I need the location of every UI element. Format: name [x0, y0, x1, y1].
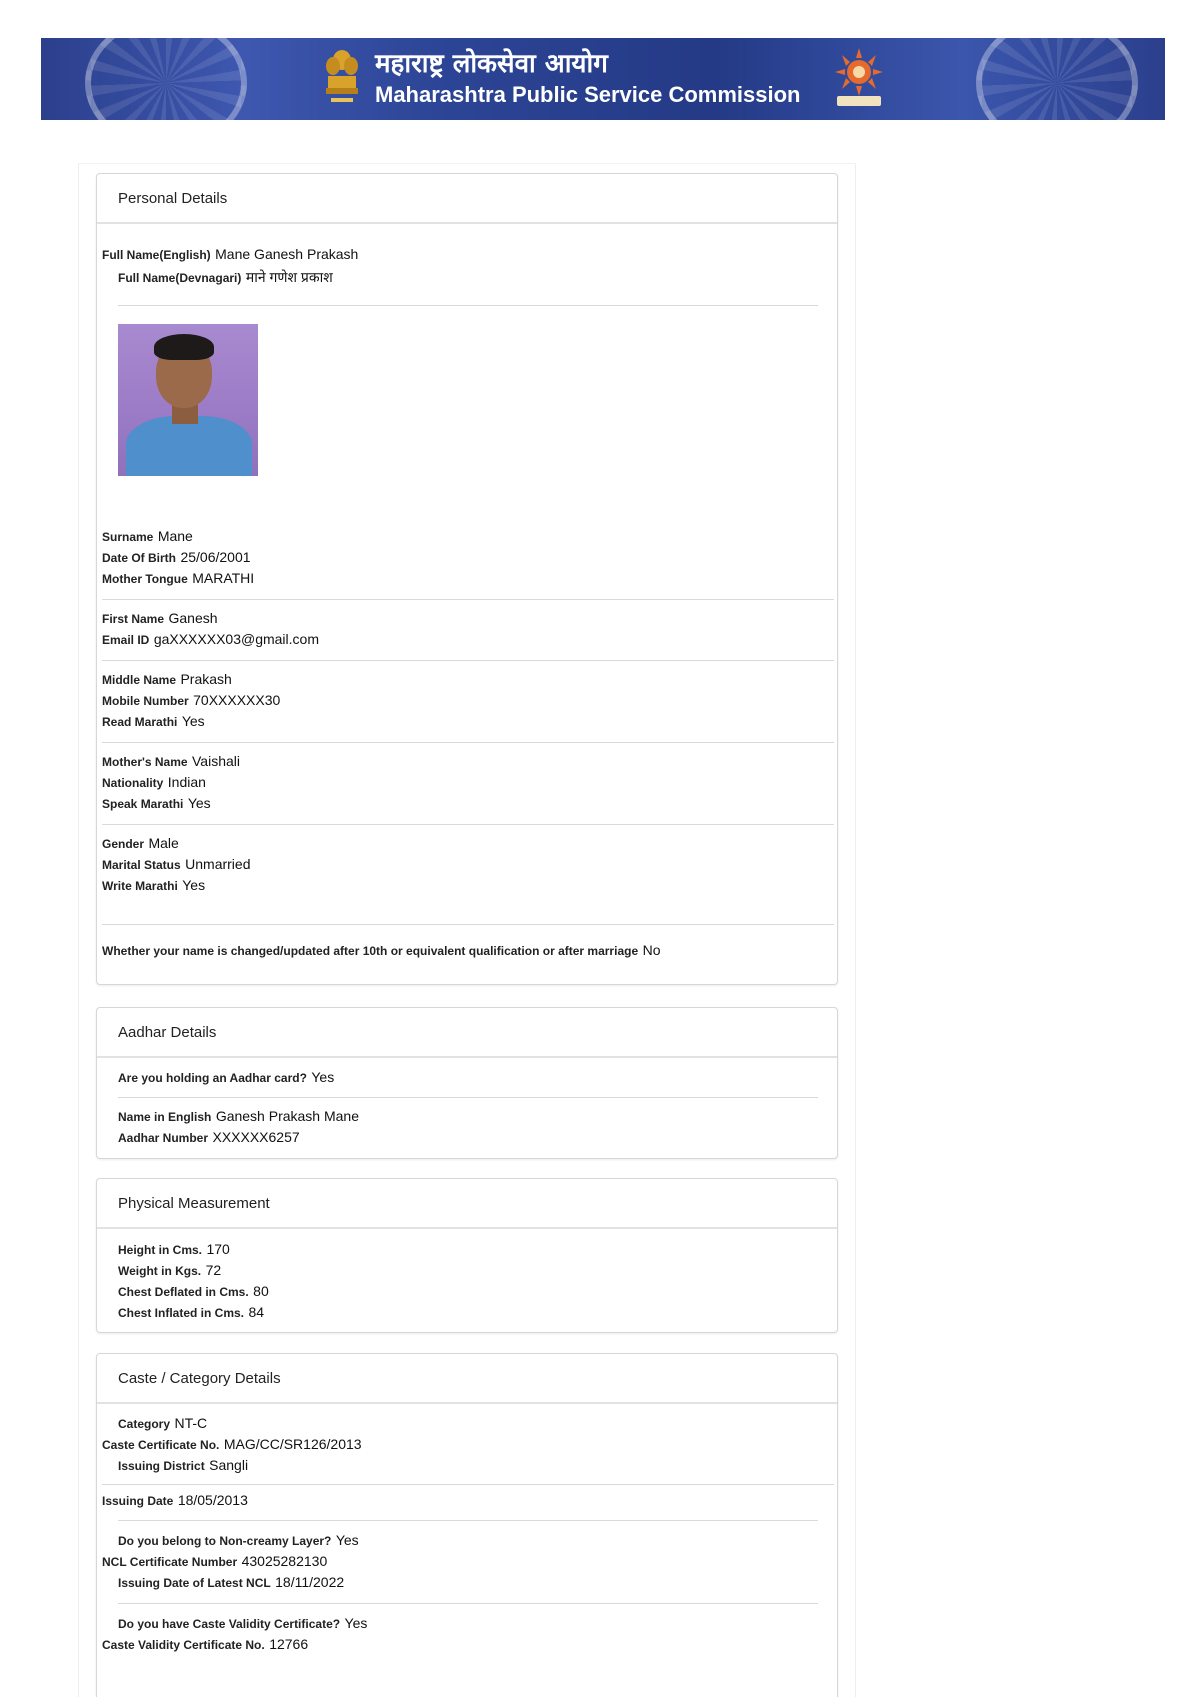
field-label: Do you belong to Non-creamy Layer?	[118, 1534, 332, 1548]
decorative-ring-right	[976, 38, 1138, 120]
mother-tongue-row	[102, 570, 254, 588]
divider	[118, 305, 818, 306]
nationality-row	[102, 774, 206, 792]
field-label: Caste Validity Certificate No.	[102, 1638, 265, 1652]
field-value: 25/06/2001	[180, 549, 251, 565]
field-label: Write Marathi	[102, 879, 178, 893]
write-marathi-row	[102, 877, 205, 895]
field-label: Category	[118, 1417, 171, 1431]
field-value: NT-C	[174, 1415, 208, 1431]
field-value: Prakash	[180, 671, 232, 687]
field-value: No	[642, 942, 661, 958]
field-label: Middle Name	[102, 673, 177, 687]
surname-row	[102, 528, 193, 546]
panel-heading: Aadhar Details	[97, 1008, 837, 1058]
photo-hair	[154, 334, 214, 360]
field-value: 170	[206, 1241, 230, 1257]
field-label: Aadhar Number	[118, 1131, 209, 1145]
height-row	[118, 1241, 230, 1259]
validity-number-row	[102, 1636, 308, 1654]
weight-row	[118, 1262, 221, 1280]
divider	[118, 1603, 818, 1604]
field-value: MARATHI	[192, 570, 255, 586]
field-value: 72	[205, 1262, 222, 1278]
field-label: Speak Marathi	[102, 797, 184, 811]
field-value: Vaishali	[192, 753, 240, 769]
field-value: Ganesh	[168, 610, 218, 626]
field-label: Whether your name is changed/updated after 10th or equivalent qualification or after marriage	[102, 944, 639, 958]
gender-row	[102, 835, 179, 853]
category-row	[118, 1415, 207, 1433]
field-value: 18/05/2013	[177, 1492, 248, 1508]
marital-status-row	[102, 856, 251, 874]
caste-certificate-row	[102, 1436, 362, 1454]
field-value: Yes	[335, 1532, 359, 1548]
field-label: Full Name(Devnagari)	[118, 271, 242, 285]
name-changed-row	[102, 942, 660, 960]
field-label: Caste Certificate No.	[102, 1438, 220, 1452]
full-name-devnagari-row	[118, 268, 333, 287]
validity-row	[118, 1615, 367, 1633]
photo-shirt	[126, 416, 252, 476]
field-value: Mane Ganesh Prakash	[215, 246, 359, 262]
caste-category-panel	[96, 1353, 838, 1697]
field-label: Mother's Name	[102, 755, 188, 769]
aadhar-number-row	[118, 1129, 300, 1147]
divider	[118, 1097, 818, 1098]
field-label: Name in English	[118, 1110, 212, 1124]
ncl-number-row	[102, 1553, 327, 1571]
issuing-date-row	[102, 1492, 248, 1510]
field-value: Yes	[344, 1615, 368, 1631]
divider	[102, 742, 834, 743]
panel-heading: Personal Details	[97, 174, 837, 224]
field-value: 12766	[269, 1636, 309, 1652]
commission-title-marathi: महाराष्ट्र लोकसेवा आयोग	[375, 49, 608, 79]
commission-title-english: Maharashtra Public Service Commission	[375, 82, 801, 107]
field-value: Sangli	[209, 1457, 249, 1473]
divider	[102, 1484, 834, 1485]
divider	[118, 1520, 818, 1521]
field-label: Full Name(English)	[102, 248, 211, 262]
field-value: 84	[248, 1304, 265, 1320]
email-row	[102, 631, 319, 649]
field-label: Gender	[102, 837, 145, 851]
field-value: 43025282130	[241, 1553, 328, 1569]
panel-heading: Caste / Category Details	[97, 1354, 837, 1404]
first-name-row	[102, 610, 218, 628]
field-value: Mane	[157, 528, 193, 544]
header-banner	[41, 38, 1165, 120]
field-label: Marital Status	[102, 858, 181, 872]
mpsc-seal-icon	[831, 48, 887, 110]
national-emblem-icon	[323, 46, 361, 110]
field-value: 70XXXXXX30	[193, 692, 281, 708]
candidate-photo	[118, 324, 258, 476]
field-label: Issuing District	[118, 1459, 205, 1473]
personal-details-panel	[96, 173, 838, 985]
field-label: Date Of Birth	[102, 551, 177, 565]
divider	[102, 824, 834, 825]
field-value: XXXXXX6257	[212, 1129, 300, 1145]
field-value: gaXXXXXX03@gmail.com	[153, 631, 319, 647]
full-name-english-row	[102, 246, 358, 264]
panel-heading: Physical Measurement	[97, 1179, 837, 1229]
aadhar-details-panel	[96, 1007, 838, 1159]
middle-name-row	[102, 671, 232, 689]
field-value: Yes	[311, 1069, 335, 1085]
divider	[102, 599, 834, 600]
field-label: Chest Inflated in Cms.	[118, 1306, 245, 1320]
field-label: Email ID	[102, 633, 150, 647]
field-value: Yes	[181, 713, 205, 729]
field-value: Unmarried	[185, 856, 251, 872]
field-label: Issuing Date of Latest NCL	[118, 1576, 271, 1590]
chest-inflated-row	[118, 1304, 264, 1322]
field-value: Ganesh Prakash Mane	[215, 1108, 360, 1124]
field-value: 18/11/2022	[275, 1574, 345, 1590]
field-value: Yes	[187, 795, 211, 811]
field-label: Do you have Caste Validity Certificate?	[118, 1617, 341, 1631]
field-label: Height in Cms.	[118, 1243, 203, 1257]
field-value: Indian	[167, 774, 206, 790]
divider	[102, 660, 834, 661]
dob-row	[102, 549, 251, 567]
field-value: Male	[148, 835, 179, 851]
field-label: Mobile Number	[102, 694, 189, 708]
field-label: Weight in Kgs.	[118, 1264, 202, 1278]
field-label: Surname	[102, 530, 154, 544]
divider	[102, 924, 834, 925]
field-label: Are you holding an Aadhar card?	[118, 1071, 307, 1085]
chest-deflated-row	[118, 1283, 269, 1301]
speak-marathi-row	[102, 795, 211, 813]
decorative-ring-left	[85, 38, 247, 120]
field-value: Yes	[182, 877, 206, 893]
physical-measurement-panel	[96, 1178, 838, 1333]
aadhar-holding-row	[118, 1069, 334, 1087]
read-marathi-row	[102, 713, 205, 731]
field-value: माने गणेश प्रकाश	[245, 269, 333, 285]
mobile-row	[102, 692, 280, 710]
field-value: MAG/CC/SR126/2013	[223, 1436, 362, 1452]
field-label: Mother Tongue	[102, 572, 188, 586]
field-label: NCL Certificate Number	[102, 1555, 238, 1569]
field-label: Read Marathi	[102, 715, 178, 729]
mothers-name-row	[102, 753, 240, 771]
field-value: 80	[253, 1283, 269, 1299]
non-creamy-row	[118, 1532, 359, 1550]
field-label: First Name	[102, 612, 165, 626]
aadhar-name-row	[118, 1108, 359, 1126]
field-label: Issuing Date	[102, 1494, 174, 1508]
issuing-district-row	[118, 1457, 248, 1475]
field-label: Nationality	[102, 776, 164, 790]
ncl-date-row	[118, 1574, 344, 1592]
field-label: Chest Deflated in Cms.	[118, 1285, 249, 1299]
